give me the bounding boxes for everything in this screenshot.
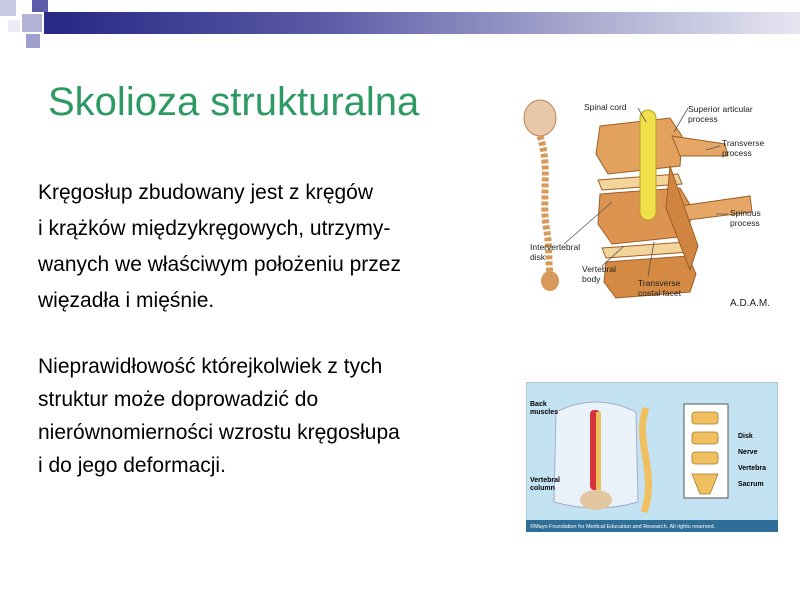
paragraph-line: Kręgosłup zbudowany jest z kręgów bbox=[38, 181, 374, 204]
label-sacrum: Sacrum bbox=[738, 481, 764, 488]
label-transverse-process: Transverse bbox=[722, 138, 765, 148]
spine-silhouette-icon bbox=[524, 100, 559, 291]
label-intervertebral-disk-2: disk bbox=[530, 252, 546, 262]
label-costal-facet-2: costal facet bbox=[638, 288, 681, 298]
label-spinal-cord: Spinal cord bbox=[584, 102, 627, 112]
slide-title: Skolioza strukturalna bbox=[48, 80, 420, 124]
paragraph-line: wanych we właściwym położeniu przez bbox=[38, 253, 401, 276]
paragraph-line: i krążków międzykręgowych, utrzymy- bbox=[38, 217, 391, 240]
spinal-cord-shape bbox=[640, 110, 656, 220]
label-vertebral-body-2: body bbox=[582, 274, 601, 284]
label-vertebral-body: Vertebral bbox=[582, 264, 617, 274]
label-disk: Disk bbox=[738, 433, 753, 440]
label-vertebra: Vertebra bbox=[738, 465, 767, 472]
deco-square bbox=[0, 0, 16, 16]
spine-shape bbox=[596, 412, 601, 490]
label-superior-articular: Superior articular bbox=[688, 104, 753, 114]
vertebra-anatomy-figure bbox=[520, 96, 792, 320]
deco-square bbox=[32, 0, 48, 12]
paragraph-deformation bbox=[38, 350, 504, 482]
label-back-muscles: Back bbox=[530, 401, 547, 408]
label-nerve: Nerve bbox=[738, 449, 758, 456]
deco-square bbox=[44, 12, 62, 34]
paragraph-line: nierównomierności wzrostu kręgosłupa bbox=[38, 421, 400, 444]
deco-square bbox=[22, 14, 42, 32]
mayo-credit-text: ©Mayo Foundation for Medical Education and Research. All rights reserved. bbox=[530, 524, 716, 530]
label-spinous-process-2: process bbox=[730, 218, 760, 228]
paragraph-line: więzadła i mięśnie. bbox=[38, 289, 215, 312]
deco-square bbox=[26, 34, 40, 48]
label-intervertebral-disk: Intervertebral bbox=[530, 242, 581, 252]
label-costal-facet: Transverse bbox=[638, 278, 681, 288]
label-transverse-process-2: process bbox=[722, 148, 752, 158]
adam-credit-logo: A.D.A.M. bbox=[730, 298, 771, 309]
deco-square bbox=[8, 20, 20, 32]
label-vertebral-column: Vertebral bbox=[530, 477, 560, 484]
pelvis-shape bbox=[580, 490, 612, 510]
label-vertebral-column-2: column bbox=[530, 485, 555, 492]
label-superior-articular-2: process bbox=[688, 114, 718, 124]
label-spinous-process: Spinous bbox=[730, 208, 761, 218]
paragraph-line: i do jego deformacji. bbox=[38, 454, 226, 477]
paragraph-line: Nieprawidłowość którejkolwiek z tych bbox=[38, 355, 383, 378]
back-anatomy-figure bbox=[526, 382, 778, 532]
header-gradient-bar bbox=[62, 12, 800, 34]
header-decoration bbox=[0, 0, 800, 50]
label-back-muscles-2: muscles bbox=[530, 409, 559, 416]
paragraph-line: struktur może doprowadzić do bbox=[38, 388, 319, 411]
paragraph-spine-structure bbox=[38, 175, 504, 319]
